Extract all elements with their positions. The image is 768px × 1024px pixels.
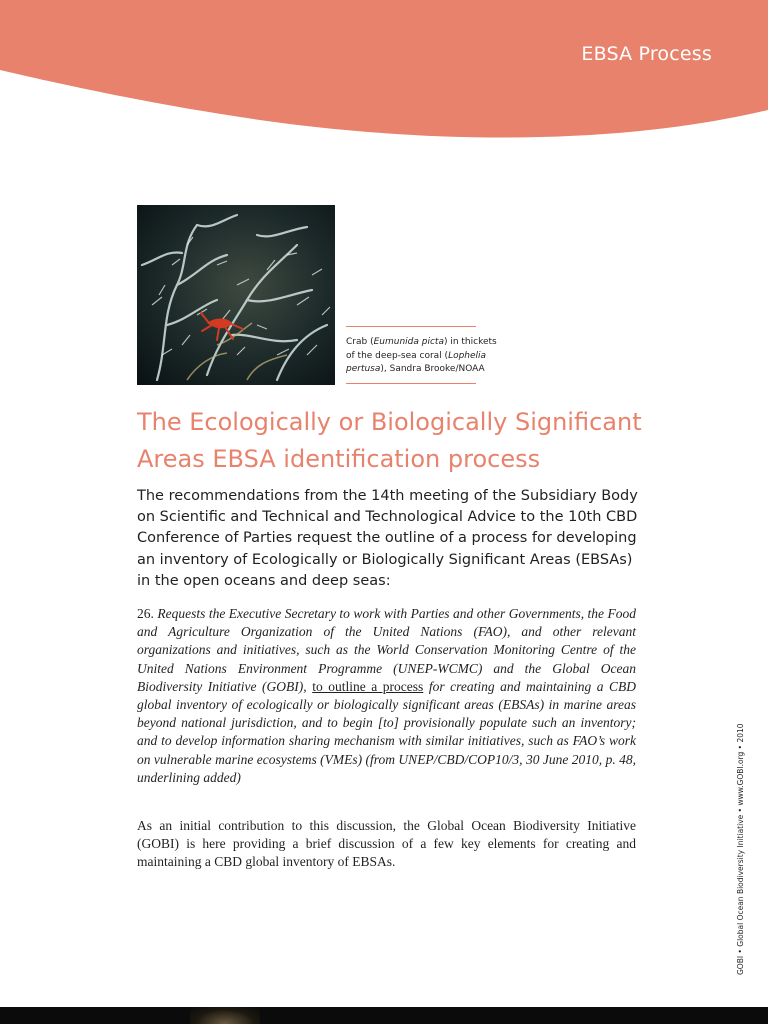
body-paragraph: As an initial contribution to this discussion, the Global Ocean Biodiversity Initiative (GOBI) is here providing a brief discussion of a few key elements for creating and maintaining a CBD global inventory of EBSAs. [137,818,636,870]
caption-species-crab: Eumunida picta [373,337,444,347]
footer-image-highlight [190,1007,260,1024]
caption-rule-top [346,326,476,327]
photo-caption: Crab (Eumunida picta) in thickets of the deep-sea coral (Lophelia pertusa), Sandra Brooke/NOAA [346,337,497,374]
lead-paragraph: The recommendations from the 14th meeting of the Subsidiary Body on Scientific and Technical and Technological Advice to the 10th CBD Conference of Parties request the outline of a process for developing an inventory of Ecologically or Biologically Significant Areas (EBSAs) in the open oceans and deep seas: [137,488,638,589]
coral-photo [137,205,335,385]
caption-rule-bottom [346,383,476,384]
footer-image-strip [0,1007,768,1024]
coral-image [137,205,335,385]
quote-number: 26. [137,606,154,621]
header-wave-shape [0,0,768,140]
quote-text-part-1: Requests the Executive Secretary to work with Parties and other Governments, the Food and Agriculture Organization of the United Nations (FAO), and other relevant organizations and initiatives, such as the World Conservation Monitoring Centre of the United Nations Environment Programme (UNEP-WCMC) and the Global Ocean Biodiversity Initiative (GOBI), [137,606,637,694]
section-title: EBSA Process [581,43,712,65]
quoted-recommendation [137,605,636,787]
side-credit: GOBI • Global Ocean Biodiversity Initiative • www.GOBI.org • 2010 [736,723,745,975]
caption-species-coral: Lophelia pertusa [346,350,487,374]
quote-text-part-2: for creating and maintaining a CBD global inventory of ecologically or biologically significant areas (EBSAs) in marine areas beyond national jurisdiction, and to begin [to] provisionally populate such an inventory; and to develop information sharing mechanism with similar initiatives, such as FAO’s work on vulnerable marine ecosystems (VMEs) (from UNEP/CBD/COP10/3, 30 June 2010, p. 48, underlining added) [137,678,637,785]
quote-underlined-text: to outline a process [312,678,424,694]
header-band [0,0,768,140]
article-title: The Ecologically or Biologically Significant Areas EBSA identification process [137,408,642,473]
